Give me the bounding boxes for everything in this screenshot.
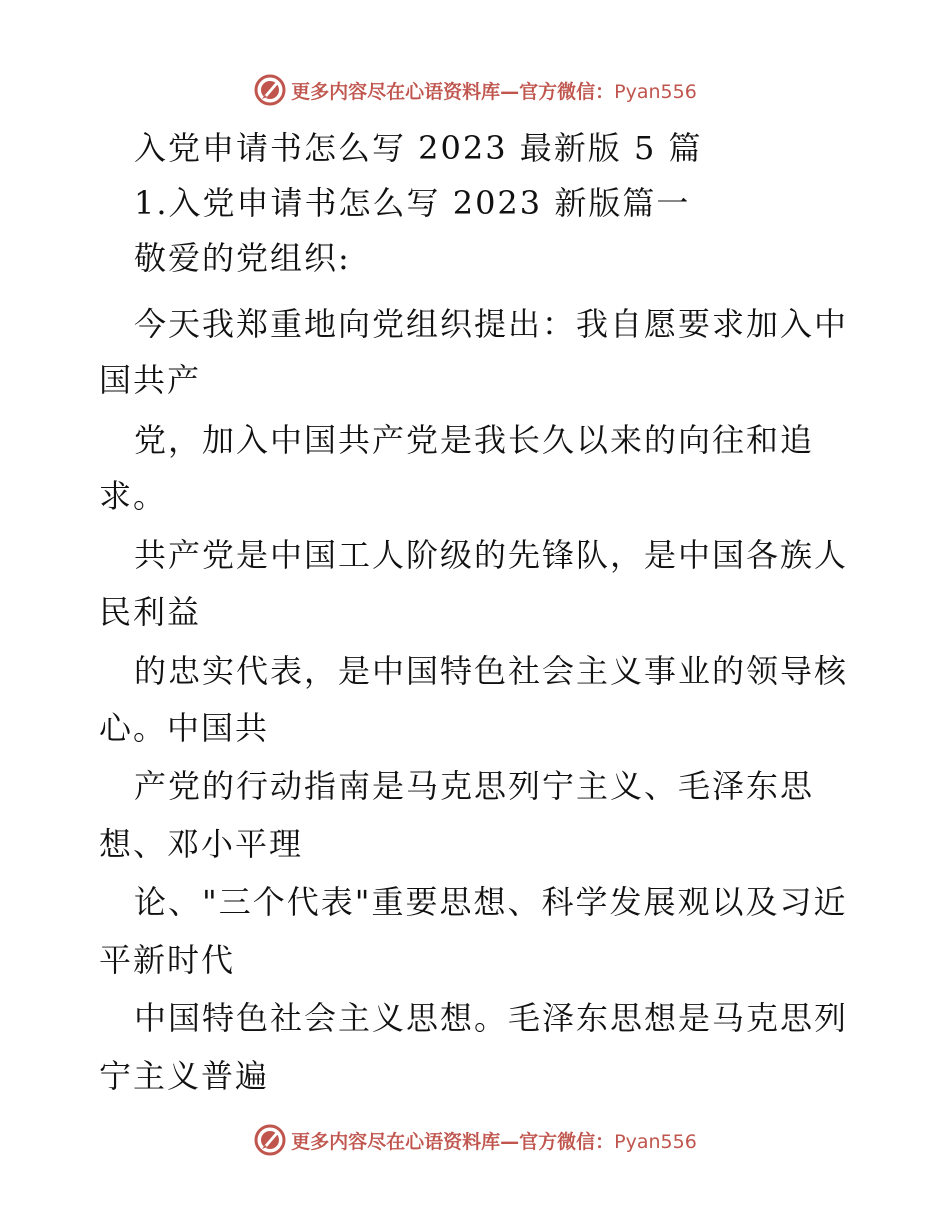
text-line: 论、"三个代表"重要思想、科学发展观以及习近 bbox=[134, 883, 848, 921]
text-line: 宁主义普遍 bbox=[99, 1057, 270, 1095]
text-line: 今天我郑重地向党组织提出：我自愿要求加入中 bbox=[134, 305, 849, 343]
quill-seal-icon bbox=[253, 1123, 287, 1157]
wechat-id: Pyan556 bbox=[614, 80, 697, 103]
text-line: 求。 bbox=[99, 477, 168, 515]
text-line: 民利益 bbox=[99, 593, 202, 631]
document-title: 入党申请书怎么写 2023 最新版 5 篇 bbox=[134, 129, 703, 167]
section-heading: 1.入党申请书怎么写 2023 新版篇一 bbox=[134, 184, 691, 222]
watermark-text: 更多内容尽在心语资料库—官方微信：Pyan556 bbox=[291, 1130, 697, 1153]
text-line: 心。中国共 bbox=[99, 709, 270, 747]
text-line: 党，加入中国共产党是我长久以来的向往和追 bbox=[134, 421, 815, 459]
text-line: 想、邓小平理 bbox=[99, 825, 304, 863]
wechat-id: Pyan556 bbox=[614, 1130, 697, 1153]
text-line: 中国特色社会主义思想。毛泽东思想是马克思列 bbox=[134, 999, 849, 1037]
text-line: 的忠实代表，是中国特色社会主义事业的领导核 bbox=[134, 652, 849, 690]
text-line: 共产党是中国工人阶级的先锋队，是中国各族人 bbox=[134, 536, 849, 574]
quill-seal-icon bbox=[253, 73, 287, 107]
text-line: 国共产 bbox=[99, 361, 202, 399]
text-line: 平新时代 bbox=[99, 941, 236, 979]
watermark-banner-bottom bbox=[0, 1120, 950, 1160]
watermark-banner-top bbox=[0, 70, 950, 110]
watermark-text: 更多内容尽在心语资料库—官方微信：Pyan556 bbox=[291, 80, 697, 103]
text-line: 产党的行动指南是马克思列宁主义、毛泽东思 bbox=[134, 767, 815, 805]
salutation: 敬爱的党组织: bbox=[134, 239, 351, 277]
